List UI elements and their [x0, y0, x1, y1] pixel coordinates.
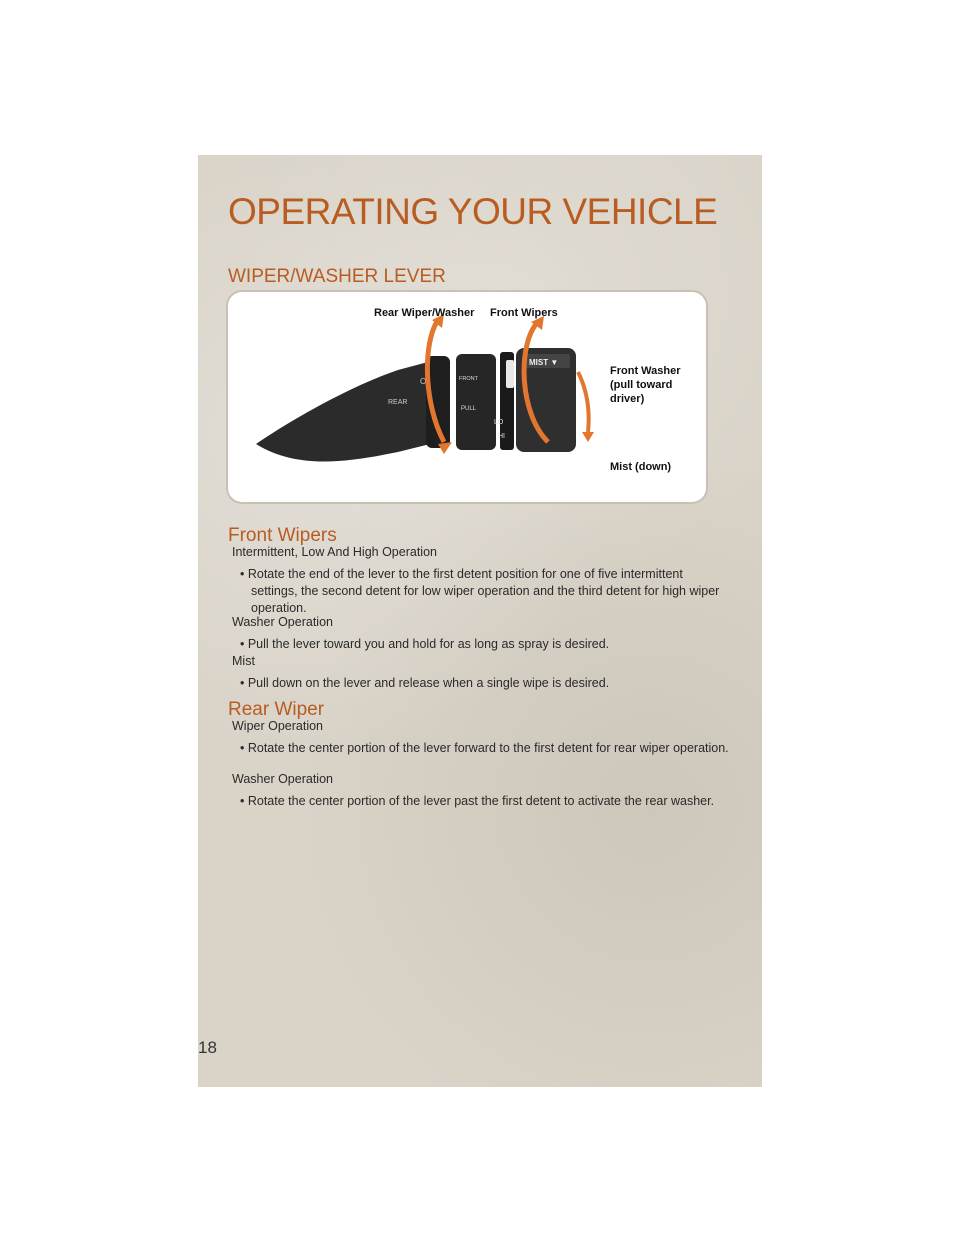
- bullet-washer-front: • Pull the lever toward you and hold for as long as spray is desired.: [240, 637, 610, 651]
- mist-arrow: [578, 372, 589, 432]
- page-number: 18: [198, 1038, 217, 1057]
- marking-hi: HI: [498, 433, 505, 440]
- page-subtitle: WIPER/WASHER LEVER: [228, 266, 446, 287]
- marking-pull: PULL: [461, 406, 477, 412]
- lever-tip: [256, 362, 438, 462]
- bullet-intermittent: • Rotate the end of the lever to the first detent position for one of five intermittent settings, the second detent for low wiper operation and the third detent for high wiper operation.: [240, 567, 720, 615]
- label-rear-wiper-operation: Wiper Operation: [232, 719, 324, 733]
- marking-off: O: [420, 377, 427, 386]
- marking-lo: LO: [494, 419, 504, 426]
- manual-page: [198, 155, 762, 1087]
- bullet-rear-wiper: • Rotate the center portion of the lever forward to the first detent for rear wiper operation.: [240, 741, 729, 755]
- callout-front-washer: Front Washer (pull toward driver): [610, 365, 681, 405]
- bullet-mist: • Pull down on the lever and release when a single wipe is desired.: [240, 676, 610, 690]
- label-intermittent: Intermittent, Low And High Operation: [232, 545, 437, 559]
- label-washer-front: Washer Operation: [232, 615, 333, 629]
- label-washer-rear: Washer Operation: [232, 772, 333, 786]
- marking-mist: MIST ▼: [529, 358, 559, 367]
- heading-front-wipers: Front Wipers: [228, 525, 337, 546]
- white-indicator: [506, 360, 514, 388]
- callout-front-wipers: Front Wipers: [490, 307, 558, 319]
- callout-rear-wiper-washer: Rear Wiper/Washer: [374, 307, 475, 319]
- bullet-washer-rear: • Rotate the center portion of the lever past the first detent to activate the rear washer.: [240, 794, 715, 808]
- label-mist: Mist: [232, 654, 255, 668]
- mist-arrow-head: [582, 432, 594, 442]
- front-ring: [456, 354, 496, 450]
- marking-rear: REAR: [388, 399, 408, 406]
- section-title: OPERATING YOUR VEHICLE: [228, 191, 718, 232]
- callout-mist-down: Mist (down): [610, 461, 672, 473]
- wiper-lever-figure: [228, 292, 706, 502]
- heading-rear-wiper: Rear Wiper: [228, 699, 325, 720]
- marking-front: FRONT: [459, 376, 478, 382]
